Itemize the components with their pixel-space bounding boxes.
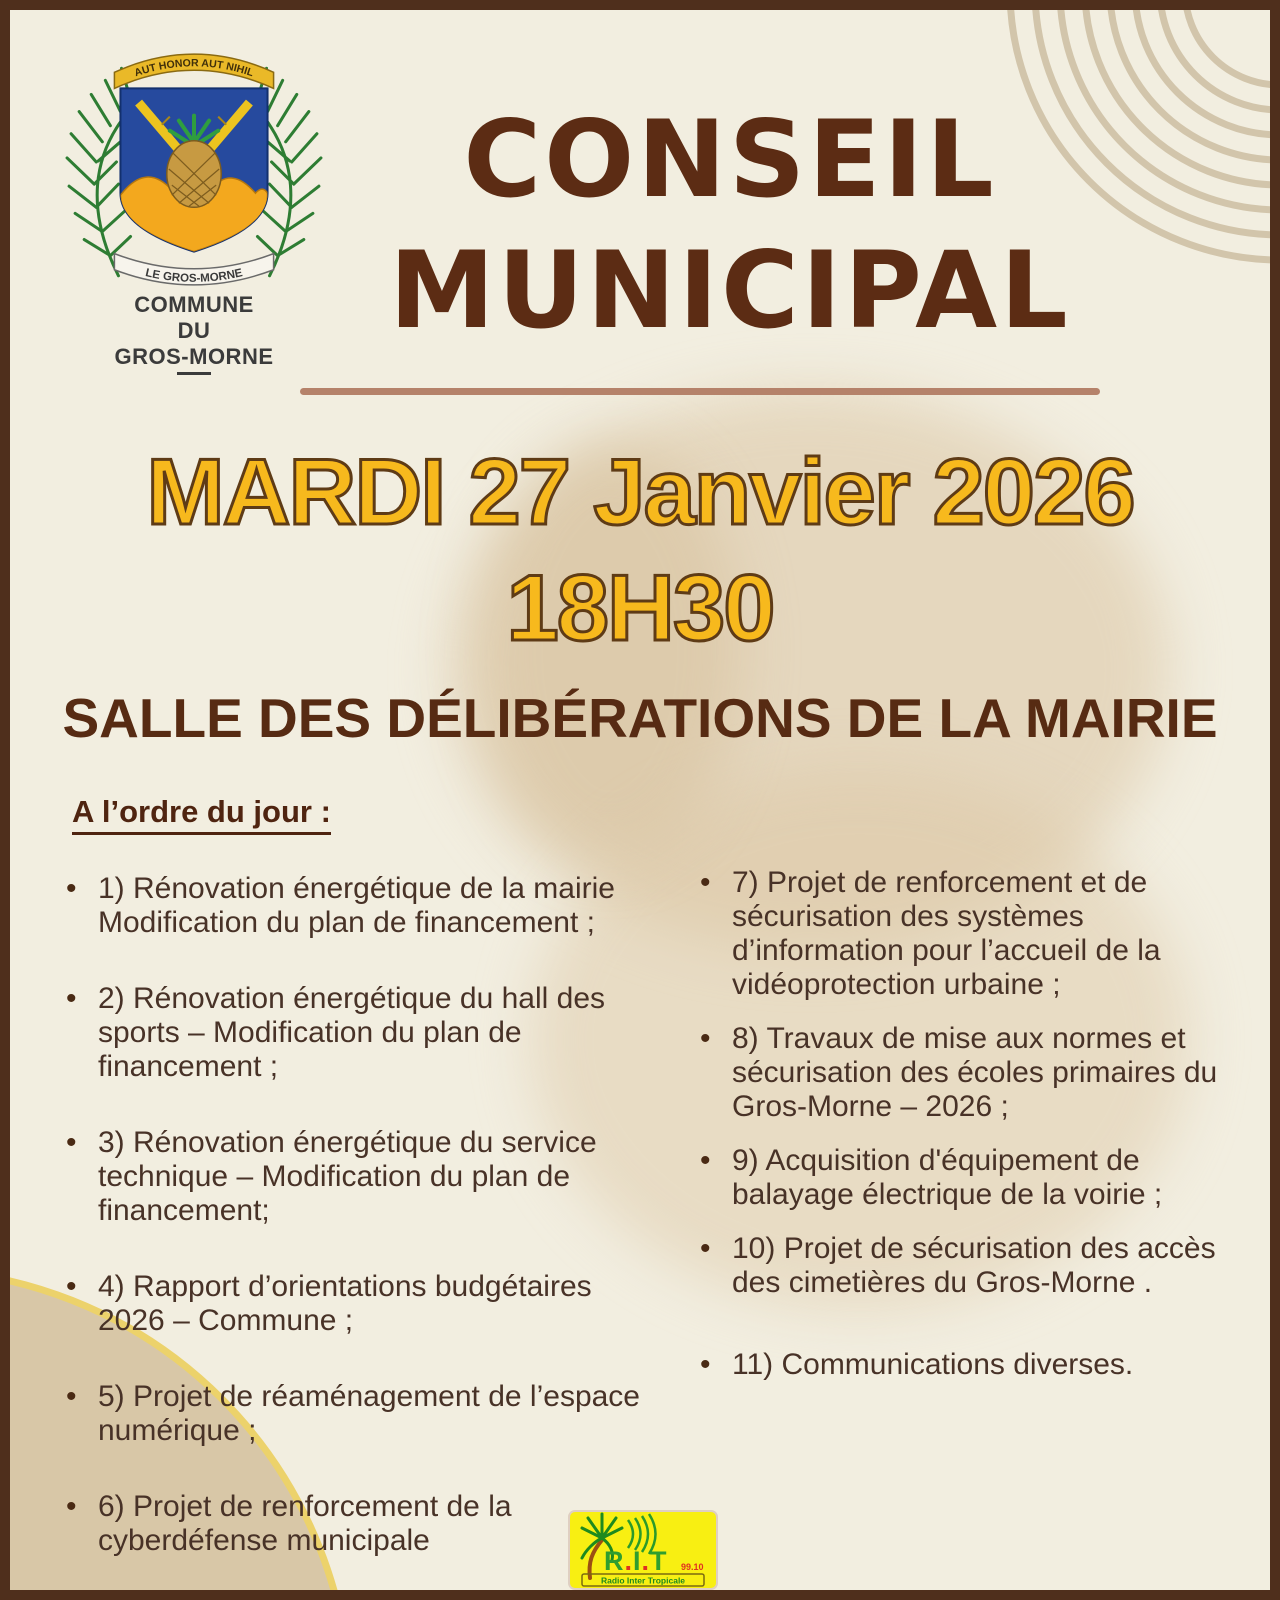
- agenda-item: • 3) Rénovation énergétique du service technique – Modification du plan de financement;: [58, 1126, 658, 1228]
- event-venue: SALLE DES DÉLIBÉRATIONS DE LA MAIRIE: [62, 687, 1218, 749]
- title-line-1: CONSEIL: [463, 98, 997, 221]
- commune-line: GROS-MORNE: [114, 344, 274, 369]
- agenda-column-left: [58, 872, 658, 1600]
- radio-caption: Radio Inter Tropicale: [600, 1575, 686, 1586]
- agenda-item: • 4) Rapport d’orientations budgétaires 2026 – Commune ;: [58, 1270, 658, 1338]
- agenda-item: • 2) Rénovation énergétique du hall des sports – Modification du plan de financement ;: [58, 982, 658, 1084]
- agenda-item: • 11) Communications diverses.: [692, 1348, 1237, 1382]
- commune-caption: [62, 292, 326, 375]
- agenda-item: • 6) Projet de renforcement de la cyberdéfense municipale: [58, 1490, 658, 1558]
- agenda-item: • 7) Projet de renforcement et de sécurisation des systèmes d’information pour l’accueil de la vidéoprotection urbaine ;: [692, 866, 1237, 1002]
- agenda-item: • 5) Projet de réaménagement de l’espace numérique ;: [58, 1380, 658, 1448]
- radio-callsign: R.I.T: [604, 1546, 668, 1576]
- agenda-item: • 10) Projet de sécurisation des accès des cimetières du Gros-Morne .: [692, 1232, 1237, 1300]
- event-date: MARDI 27 Janvier 2026: [146, 439, 1134, 544]
- radio-inter-tropicale-logo: [568, 1510, 718, 1590]
- page-title: [290, 94, 1170, 356]
- commune-underline: [177, 372, 211, 375]
- agenda-item: • 8) Travaux de mise aux normes et sécurisation des écoles primaires du Gros-Morne – 2026 ;: [692, 1022, 1237, 1124]
- agenda-item: • 1) Rénovation énergétique de la mairie Modification du plan de financement ;: [58, 872, 658, 940]
- commune-line: COMMUNE: [134, 292, 254, 317]
- commune-line: DU: [177, 318, 211, 343]
- motto-text: AUT HONOR AUT NIHIL: [132, 57, 256, 80]
- agenda-heading: A l’ordre du jour :: [72, 794, 331, 830]
- agenda-column-right: [692, 866, 1237, 1402]
- agenda-item: • 9) Acquisition d'équipement de balayage électrique de la voirie ;: [692, 1144, 1237, 1212]
- ribbon-text: LE GROS-MORNE: [144, 267, 244, 285]
- radio-frequency: 99.10: [681, 1562, 704, 1572]
- title-line-2: MUNICIPAL: [389, 229, 1071, 352]
- title-divider: [300, 388, 1100, 395]
- event-time: 18H30: [506, 555, 774, 660]
- event-datetime: [10, 434, 1270, 666]
